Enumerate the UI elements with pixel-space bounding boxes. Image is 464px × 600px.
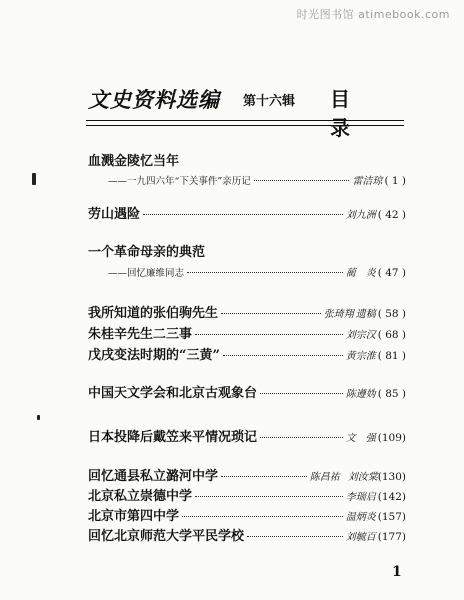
header-rule bbox=[86, 120, 404, 121]
entry-title: 日本投降后戴笠来平情况琐记 bbox=[88, 430, 258, 445]
entry-page: ( 1 ) bbox=[384, 175, 406, 187]
leader-dots bbox=[221, 313, 321, 314]
entry-author: 陈昌祐 bbox=[309, 472, 340, 483]
entry-page: ( 47 ) bbox=[377, 267, 406, 279]
entry-title: 中国天文学会和北京古观象台 bbox=[88, 386, 258, 401]
entry-author-note: 遗稿 bbox=[355, 309, 376, 320]
entry-title: 北京市第四中学 bbox=[88, 509, 180, 524]
entry-author: 陈遵妫 bbox=[345, 389, 376, 400]
entry-title: 血溅金陵忆当年 bbox=[88, 154, 180, 169]
page-header bbox=[88, 78, 403, 140]
entry-author: 文 强 bbox=[345, 433, 376, 444]
toc-entry[interactable] bbox=[88, 485, 406, 503]
toc-entry[interactable] bbox=[88, 323, 406, 341]
scan-mark bbox=[37, 415, 40, 420]
page-number: 1 bbox=[392, 564, 402, 580]
leader-dots bbox=[223, 355, 343, 356]
entry-title: 北京私立崇德中学 bbox=[88, 489, 193, 504]
toc-entry[interactable] bbox=[88, 426, 406, 444]
entry-page: (109) bbox=[377, 432, 406, 444]
entry-title: 朱桂辛先生二三事 bbox=[88, 327, 193, 342]
entry-title: 回忆通县私立潞河中学 bbox=[88, 469, 219, 484]
header-rule-thin bbox=[86, 125, 404, 126]
entry-page: ( 68 ) bbox=[377, 329, 406, 341]
toc-entry[interactable] bbox=[88, 505, 406, 523]
leader-dots bbox=[254, 180, 350, 181]
entry-author: 李瑞启 bbox=[345, 492, 376, 503]
entry-coauthor: 刘汝棠 bbox=[347, 472, 378, 483]
entry-author: 刘九洲 bbox=[345, 210, 376, 221]
leader-dots bbox=[195, 496, 343, 497]
entry-page: ( 42 ) bbox=[377, 209, 406, 221]
leader-dots bbox=[187, 272, 343, 273]
toc-entry[interactable] bbox=[88, 150, 406, 168]
toc-entry[interactable] bbox=[88, 465, 406, 483]
entry-page: (130) bbox=[377, 471, 406, 483]
entry-author: 张琦翔 bbox=[323, 309, 354, 320]
entry-author: 刘毓百 bbox=[345, 532, 376, 543]
entry-author: 黄宗淮 bbox=[345, 351, 376, 362]
entry-title: 我所知道的张伯驹先生 bbox=[88, 306, 219, 321]
entry-subtitle: ——一九四六年“下关事件”亲历记 bbox=[108, 176, 251, 187]
toc-entry[interactable] bbox=[88, 203, 406, 221]
toc-entry-subtitle[interactable] bbox=[88, 172, 406, 190]
volume-label: 第十六辑 bbox=[243, 94, 296, 109]
leader-dots bbox=[260, 437, 343, 438]
leader-dots bbox=[143, 214, 343, 215]
entry-title: 回忆北京师范大学平民学校 bbox=[88, 529, 245, 544]
entry-page: (142) bbox=[377, 491, 406, 503]
entry-page: (177) bbox=[377, 531, 406, 543]
toc-entry-subtitle[interactable] bbox=[88, 264, 406, 282]
watermark: 时光图书馆 atimebook.com bbox=[296, 8, 450, 21]
entry-page: ( 85 ) bbox=[377, 388, 406, 400]
entry-subtitle: ——回忆廉维同志 bbox=[108, 268, 185, 279]
entry-title: 戊戌变法时期的“三黄” bbox=[88, 348, 220, 363]
toc-entry[interactable] bbox=[88, 344, 406, 362]
entry-author: 蔺 炎 bbox=[345, 268, 376, 279]
entry-page: ( 81 ) bbox=[377, 350, 406, 362]
entry-page: ( 58 ) bbox=[377, 308, 406, 320]
leader-dots bbox=[182, 516, 343, 517]
toc-entry[interactable] bbox=[88, 302, 406, 320]
leader-dots bbox=[247, 536, 343, 537]
leader-dots bbox=[221, 476, 307, 477]
scan-mark bbox=[32, 173, 36, 185]
contents-heading: 目录 bbox=[330, 87, 376, 140]
toc-entry[interactable] bbox=[88, 382, 406, 400]
entry-author: 温炳炎 bbox=[345, 512, 376, 523]
entry-author: 雷洁琼 bbox=[352, 176, 383, 187]
series-title: 文史资料选编 bbox=[88, 87, 220, 112]
toc-entry[interactable] bbox=[88, 241, 406, 259]
leader-dots bbox=[260, 393, 343, 394]
leader-dots bbox=[195, 334, 343, 335]
entry-title: 劳山遇险 bbox=[88, 207, 141, 222]
toc-entry[interactable] bbox=[88, 525, 406, 543]
entry-page: (157) bbox=[377, 511, 406, 523]
entry-author: 刘宗汉 bbox=[345, 330, 376, 341]
entry-title: 一个革命母亲的典范 bbox=[88, 245, 206, 260]
